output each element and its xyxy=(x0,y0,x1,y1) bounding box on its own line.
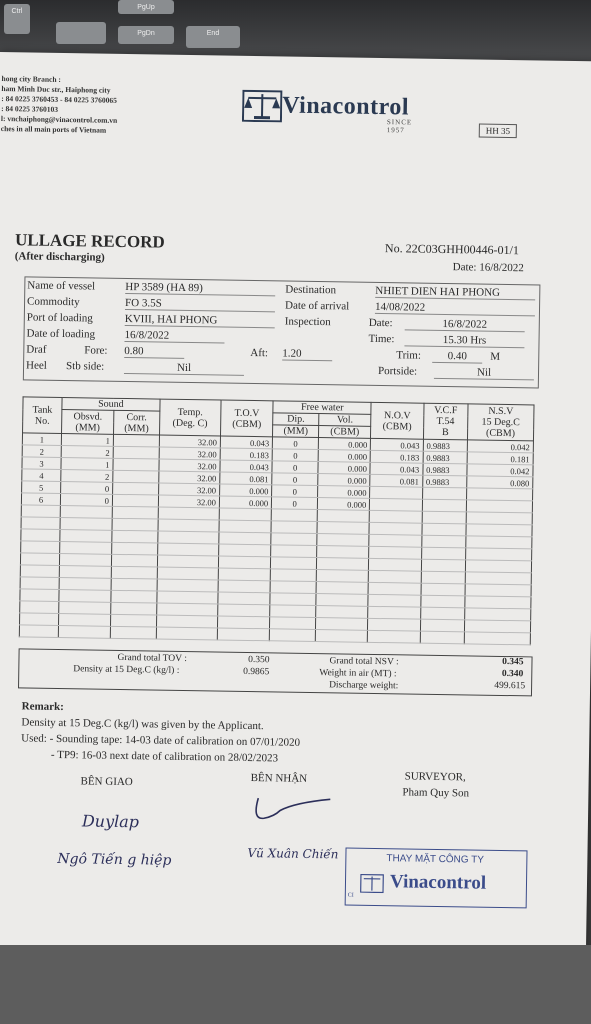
cell-corr xyxy=(113,434,159,447)
cell-empty xyxy=(369,522,421,535)
cell-empty xyxy=(270,617,316,630)
cell-tov: 0.000 xyxy=(219,496,271,509)
cell-empty xyxy=(20,589,59,602)
cell-obsvd: 1 xyxy=(61,434,113,447)
cell-empty xyxy=(157,579,218,592)
grand-tov-value: 0.350 xyxy=(248,654,270,666)
trim-label: Trim: xyxy=(396,349,422,362)
logo-since: SINCE 1957 xyxy=(386,118,413,135)
cell-empty xyxy=(420,631,464,644)
cell-obsvd: 0 xyxy=(61,482,113,495)
cell-empty xyxy=(369,534,421,547)
temp-header-label: Temp. xyxy=(177,406,203,418)
surveyor-name: Pham Quy Son xyxy=(402,786,470,800)
cell-tov: 0.183 xyxy=(220,448,272,461)
cell-empty xyxy=(156,603,217,616)
cell-vcf xyxy=(422,487,466,500)
cell-empty xyxy=(112,542,158,555)
inspection-date-value: 16/8/2022 xyxy=(405,317,525,332)
cell-empty xyxy=(60,554,112,567)
branch-line: ham Minh Duc str., Haiphong city xyxy=(1,84,111,95)
cell-empty xyxy=(270,569,316,582)
aft-label: Aft: xyxy=(250,346,269,360)
cell-empty xyxy=(59,601,111,614)
cell-vcf: 0.9883 xyxy=(422,475,466,488)
port-loading-value: KVIII, HAI PHONG xyxy=(125,313,275,328)
cell-empty xyxy=(21,505,60,518)
cell-empty xyxy=(465,548,531,561)
cell-empty xyxy=(111,554,157,567)
tank-header-label: Tank xyxy=(32,404,53,416)
cell-empty xyxy=(421,583,465,596)
cell-empty xyxy=(112,518,158,531)
cell-obsvd: 0 xyxy=(60,494,112,507)
cell-empty xyxy=(368,630,420,643)
cell-empty xyxy=(111,602,157,615)
cell-empty xyxy=(317,522,369,535)
branch-line: : 84 0225 3760103 xyxy=(1,104,59,114)
tov-header xyxy=(220,400,273,437)
vessel-name-value: HP 3589 (HA 89) xyxy=(125,281,275,296)
cell-tov: 0.043 xyxy=(220,436,272,449)
cell-empty xyxy=(316,582,368,595)
discharge-weight-label: Discharge weight: xyxy=(329,680,399,692)
cell-tank: 5 xyxy=(22,481,61,494)
cell-empty xyxy=(157,555,218,568)
cell-nsv xyxy=(466,488,532,501)
cell-empty xyxy=(271,521,317,534)
cell-empty xyxy=(21,541,60,554)
cell-obsvd: 1 xyxy=(61,458,113,471)
cell-empty xyxy=(60,518,112,531)
cell-temp: 32.00 xyxy=(158,483,219,496)
cell-vcf: 0.9883 xyxy=(423,439,467,452)
cell-empty xyxy=(218,604,270,617)
vinacontrol-logo xyxy=(242,88,413,135)
cell-obsvd: 2 xyxy=(61,446,113,459)
cell-dip: 0 xyxy=(272,485,318,498)
branch-line: hong city Branch : xyxy=(1,74,62,84)
cell-empty xyxy=(370,510,422,523)
cell-empty xyxy=(315,630,367,643)
cell-empty xyxy=(21,529,60,542)
cell-empty xyxy=(422,523,466,536)
cell-empty xyxy=(464,632,530,645)
cell-empty xyxy=(217,628,269,641)
pgup-key-label: PgUp xyxy=(137,4,155,11)
surveyor-label: SURVEYOR, xyxy=(404,770,466,784)
totals-box xyxy=(18,648,533,696)
ctrl-key-label: Ctrl xyxy=(11,8,23,15)
grand-tov-label: Grand total TOV : xyxy=(117,652,187,665)
cell-tank: 2 xyxy=(22,445,61,458)
cell-empty xyxy=(20,577,59,590)
pgdn-key xyxy=(118,26,174,44)
cell-tank: 6 xyxy=(21,493,60,506)
ullage-table-body xyxy=(19,433,533,645)
cell-empty xyxy=(110,614,156,627)
obsvd-unit-label: (MM) xyxy=(75,421,100,434)
portside-value: Nil xyxy=(434,366,534,381)
cell-empty xyxy=(20,613,59,626)
cell-empty xyxy=(156,615,217,628)
corr-header xyxy=(113,410,159,435)
cell-empty xyxy=(157,567,218,580)
cell-vol: 0.000 xyxy=(318,486,370,499)
weight-air-label: Weight in air (MT) : xyxy=(319,668,397,680)
free-water-header: Free water xyxy=(273,401,371,415)
commodity-value: FO 3.5S xyxy=(125,297,275,312)
company-stamp xyxy=(345,848,528,909)
heel-label: Heel xyxy=(25,359,47,372)
vol-header: Vol. xyxy=(319,414,371,427)
density-label: Density at 15 Deg.C (kg/l) : xyxy=(73,664,180,676)
cell-empty xyxy=(21,517,60,530)
cell-dip: 0 xyxy=(272,461,318,474)
date-loading-value: 16/8/2022 xyxy=(124,329,224,344)
cell-empty xyxy=(157,543,218,556)
page-title: ULLAGE RECORD xyxy=(14,230,165,252)
cell-dip: 0 xyxy=(273,437,319,450)
form-code: HH 35 xyxy=(479,124,517,139)
cell-tov: 0.043 xyxy=(220,460,272,473)
cell-empty xyxy=(465,560,531,573)
cell-empty xyxy=(270,605,316,618)
nov-header xyxy=(371,402,424,439)
cell-empty xyxy=(59,589,111,602)
pgdn-key-label: PgDn xyxy=(137,30,155,37)
cell-empty xyxy=(465,584,531,597)
cell-empty xyxy=(421,595,465,608)
cell-vol: 0.000 xyxy=(318,474,370,487)
cell-empty xyxy=(464,620,530,633)
stb-side-label: Stb side: xyxy=(65,360,105,373)
tank-header xyxy=(23,397,63,434)
cell-tank: 1 xyxy=(22,433,61,446)
remark-line: - TP9: 16-03 next date of calibration on 28/02/2023 xyxy=(50,748,279,765)
cell-obsvd: 2 xyxy=(61,470,113,483)
cell-empty xyxy=(158,519,219,532)
ctrl-key xyxy=(4,4,30,34)
sound-header: Sound xyxy=(62,398,160,412)
cell-corr xyxy=(113,458,159,471)
cell-temp: 32.00 xyxy=(159,471,220,484)
aft-value: 1.20 xyxy=(282,347,332,361)
cell-empty xyxy=(422,511,466,524)
cell-empty xyxy=(217,616,269,629)
cell-empty xyxy=(219,544,271,557)
cell-empty xyxy=(271,533,317,546)
weight-air-value: 0.340 xyxy=(501,668,524,680)
cell-empty xyxy=(110,626,156,639)
cell-empty xyxy=(421,559,465,572)
corr-unit-label: (MM) xyxy=(124,422,149,434)
end-key xyxy=(186,26,240,48)
corr-header-label: Corr. xyxy=(126,411,147,423)
cell-empty xyxy=(270,593,316,606)
tov-unit-label: (CBM) xyxy=(232,418,262,430)
t54-header-label: T.54 xyxy=(436,415,455,428)
handwritten-name-nhan: Vũ Xuân Chiến xyxy=(247,845,339,862)
cell-empty xyxy=(158,531,219,544)
vessel-name-label: Name of vessel xyxy=(27,279,96,293)
cell-empty xyxy=(465,596,531,609)
cell-empty xyxy=(218,568,270,581)
cell-corr xyxy=(113,470,159,483)
cell-empty xyxy=(420,607,464,620)
cell-empty xyxy=(368,594,420,607)
cell-empty xyxy=(112,506,158,519)
cell-empty xyxy=(219,508,271,521)
scale-emblem-icon xyxy=(242,88,283,123)
obsvd-header xyxy=(62,410,114,435)
stb-side-value: Nil xyxy=(124,361,244,376)
cell-temp: 32.00 xyxy=(159,459,220,472)
document-date: Date: 16/8/2022 xyxy=(452,261,524,275)
arrival-value: 14/08/2022 xyxy=(375,301,535,317)
cell-nsv: 0.181 xyxy=(467,452,533,465)
cell-temp: 32.00 xyxy=(159,435,220,448)
time-label: Time: xyxy=(368,332,395,346)
cell-empty xyxy=(271,545,317,558)
cell-empty xyxy=(317,546,369,559)
branch-address xyxy=(1,74,118,136)
cell-vol: 0.000 xyxy=(318,450,370,463)
destination-value: NHIET DIEN HAI PHONG xyxy=(375,285,535,301)
cell-vol: 0.000 xyxy=(317,498,369,511)
cell-empty xyxy=(156,627,217,640)
obsvd-header-label: Obsvd. xyxy=(73,410,103,423)
cell-empty xyxy=(316,618,368,631)
fore-value: 0.80 xyxy=(124,345,184,359)
cell-empty xyxy=(369,570,421,583)
nsv-header xyxy=(467,404,534,441)
cell-empty xyxy=(20,553,59,566)
tov-header-label: T.O.V xyxy=(234,407,260,419)
cell-empty xyxy=(369,558,421,571)
cell-empty xyxy=(19,625,58,638)
remark-line: Density at 15 Deg.C (kg/l) was given by the Applicant. xyxy=(21,716,264,733)
degc-header-label: (Deg. C) xyxy=(172,417,208,429)
handwritten-name-giao: Ngô Tiến g hiệp xyxy=(57,851,172,869)
cell-dip: 0 xyxy=(272,473,318,486)
dip-unit-header: (MM) xyxy=(273,425,319,438)
deg15-header-label: 15 Deg.C xyxy=(481,416,520,429)
cell-empty xyxy=(158,507,219,520)
vcf-header-label: V.C.F xyxy=(434,404,458,417)
remarks xyxy=(21,698,301,766)
cell-empty xyxy=(60,542,112,555)
cell-temp: 32.00 xyxy=(159,447,220,460)
cell-empty xyxy=(420,619,464,632)
stamp-ci: CI xyxy=(347,892,354,899)
dip-header: Dip. xyxy=(273,413,319,426)
cell-nov: 0.081 xyxy=(370,474,422,487)
cell-empty xyxy=(218,592,270,605)
vcf-header xyxy=(423,403,468,440)
ullage-table xyxy=(19,396,535,645)
ben-giao-label: BÊN GIAO xyxy=(80,775,133,789)
cell-empty xyxy=(421,535,465,548)
cell-empty xyxy=(157,591,218,604)
vessel-info-box xyxy=(23,276,541,388)
cell-empty xyxy=(368,618,420,631)
arrival-label: Date of arrival xyxy=(284,299,350,313)
cell-tank: 4 xyxy=(22,469,61,482)
remark-line: Used: - Sounding tape: 14-03 date of calibration on 07/01/2020 xyxy=(21,732,301,749)
home-key xyxy=(56,22,106,44)
cell-tank: 3 xyxy=(22,457,61,470)
draft-label: Draf xyxy=(26,343,47,356)
nsv-unit-label: (CBM) xyxy=(485,427,516,440)
nov-header-label: N.O.V xyxy=(383,409,411,421)
cell-empty xyxy=(466,524,532,537)
cell-empty xyxy=(465,572,531,585)
cell-nsv: 0.042 xyxy=(467,464,533,477)
trim-value: 0.40 xyxy=(432,350,482,364)
cell-vcf xyxy=(422,499,466,512)
cell-dip: 0 xyxy=(272,497,318,510)
stamp-wordmark: Vinacontrol xyxy=(389,871,487,894)
grand-nsv-value: 0.345 xyxy=(502,656,524,668)
handwritten-signature-nhan xyxy=(250,790,341,831)
nov-unit-label: (CBM) xyxy=(382,420,412,433)
cell-empty xyxy=(60,530,112,543)
ullage-record-paper xyxy=(0,52,591,961)
cell-nsv: 0.042 xyxy=(467,440,533,453)
cell-empty xyxy=(20,565,59,578)
cell-empty xyxy=(317,534,369,547)
cell-vol: 0.000 xyxy=(318,438,370,451)
cell-vcf: 0.9883 xyxy=(423,451,467,464)
cell-empty xyxy=(20,601,59,614)
cell-empty xyxy=(58,625,110,638)
cell-empty xyxy=(59,577,111,590)
cell-empty xyxy=(219,520,271,533)
ben-nhan-label: BÊN NHẬN xyxy=(250,772,308,785)
cell-empty xyxy=(111,590,157,603)
cell-dip: 0 xyxy=(272,449,318,462)
temp-header xyxy=(159,399,221,436)
cell-empty xyxy=(317,510,369,523)
vol-unit-header: (CBM) xyxy=(319,426,371,439)
time-value: 15.30 Hrs xyxy=(404,333,524,348)
cell-empty xyxy=(271,509,317,522)
cell-empty xyxy=(369,546,421,559)
stamp-top-text: THAY MẶT CÔNG TY xyxy=(386,853,485,866)
b-header-label: B xyxy=(441,426,449,439)
cell-empty xyxy=(111,578,157,591)
cell-temp: 32.00 xyxy=(158,495,219,508)
cell-empty xyxy=(271,557,317,570)
cell-empty xyxy=(219,532,271,545)
background-surface xyxy=(0,945,591,1024)
fore-label: Fore: xyxy=(84,344,108,357)
document-number: No. 22C03GHH00446-01/1 xyxy=(384,241,520,258)
cell-nov xyxy=(370,486,422,499)
cell-nov: 0.043 xyxy=(371,438,423,451)
inspection-label: Inspection xyxy=(284,315,331,329)
cell-corr xyxy=(113,482,159,495)
branch-line: ches in all main ports of Vietnam xyxy=(0,124,107,135)
cell-tov: 0.081 xyxy=(220,472,272,485)
end-key-label: End xyxy=(206,30,220,37)
cell-empty xyxy=(316,558,368,571)
pgup-key xyxy=(118,0,174,14)
cell-corr xyxy=(112,494,158,507)
grand-nsv-label: Grand total NSV : xyxy=(329,656,399,668)
branch-line: : 84 0225 3760453 - 84 0225 3760065 xyxy=(1,94,117,105)
cell-empty xyxy=(270,581,316,594)
cell-empty xyxy=(316,570,368,583)
cell-empty xyxy=(60,506,112,519)
cell-empty xyxy=(111,566,157,579)
no-header-label: No. xyxy=(34,415,50,427)
nsv-header-label: N.S.V xyxy=(488,405,514,418)
portside-label: Portside: xyxy=(377,364,418,378)
cell-empty xyxy=(421,571,465,584)
trim-unit: M xyxy=(490,350,501,363)
density-value: 0.9865 xyxy=(243,666,270,678)
cell-empty xyxy=(421,547,465,560)
cell-nov xyxy=(370,498,422,511)
inspection-date-label: Date: xyxy=(368,316,393,330)
branch-line: l: vnchaiphong@vinacontrol.com.vn xyxy=(0,114,118,125)
commodity-label: Commodity xyxy=(26,295,80,309)
port-loading-label: Port of loading xyxy=(26,311,93,325)
cell-empty xyxy=(59,565,111,578)
stamp-emblem-icon xyxy=(360,873,384,893)
cell-nsv xyxy=(466,500,532,513)
handwritten-signature-giao: Duylap xyxy=(81,811,140,832)
cell-nsv: 0.080 xyxy=(467,476,533,489)
page-subtitle: (After discharging) xyxy=(14,250,105,264)
cell-empty xyxy=(368,606,420,619)
remark-title: Remark: xyxy=(21,700,64,714)
cell-empty xyxy=(466,512,532,525)
cell-empty xyxy=(59,613,111,626)
cell-empty xyxy=(466,536,532,549)
logo-wordmark: Vinacontrol xyxy=(281,91,410,120)
cell-corr xyxy=(113,446,159,459)
cell-empty xyxy=(112,530,158,543)
cell-empty xyxy=(316,594,368,607)
cell-vcf: 0.9883 xyxy=(423,463,467,476)
cell-empty xyxy=(368,582,420,595)
destination-label: Destination xyxy=(285,283,337,297)
date-loading-label: Date of loading xyxy=(26,327,96,341)
cell-vol: 0.000 xyxy=(318,462,370,475)
cell-nov: 0.183 xyxy=(370,450,422,463)
cell-nov: 0.043 xyxy=(370,462,422,475)
cell-empty xyxy=(270,629,316,642)
cell-tov: 0.000 xyxy=(220,484,272,497)
cell-empty xyxy=(465,608,531,621)
cell-empty xyxy=(218,580,270,593)
cell-empty xyxy=(218,556,270,569)
cell-empty xyxy=(316,606,368,619)
discharge-weight-value: 499.615 xyxy=(494,680,526,692)
